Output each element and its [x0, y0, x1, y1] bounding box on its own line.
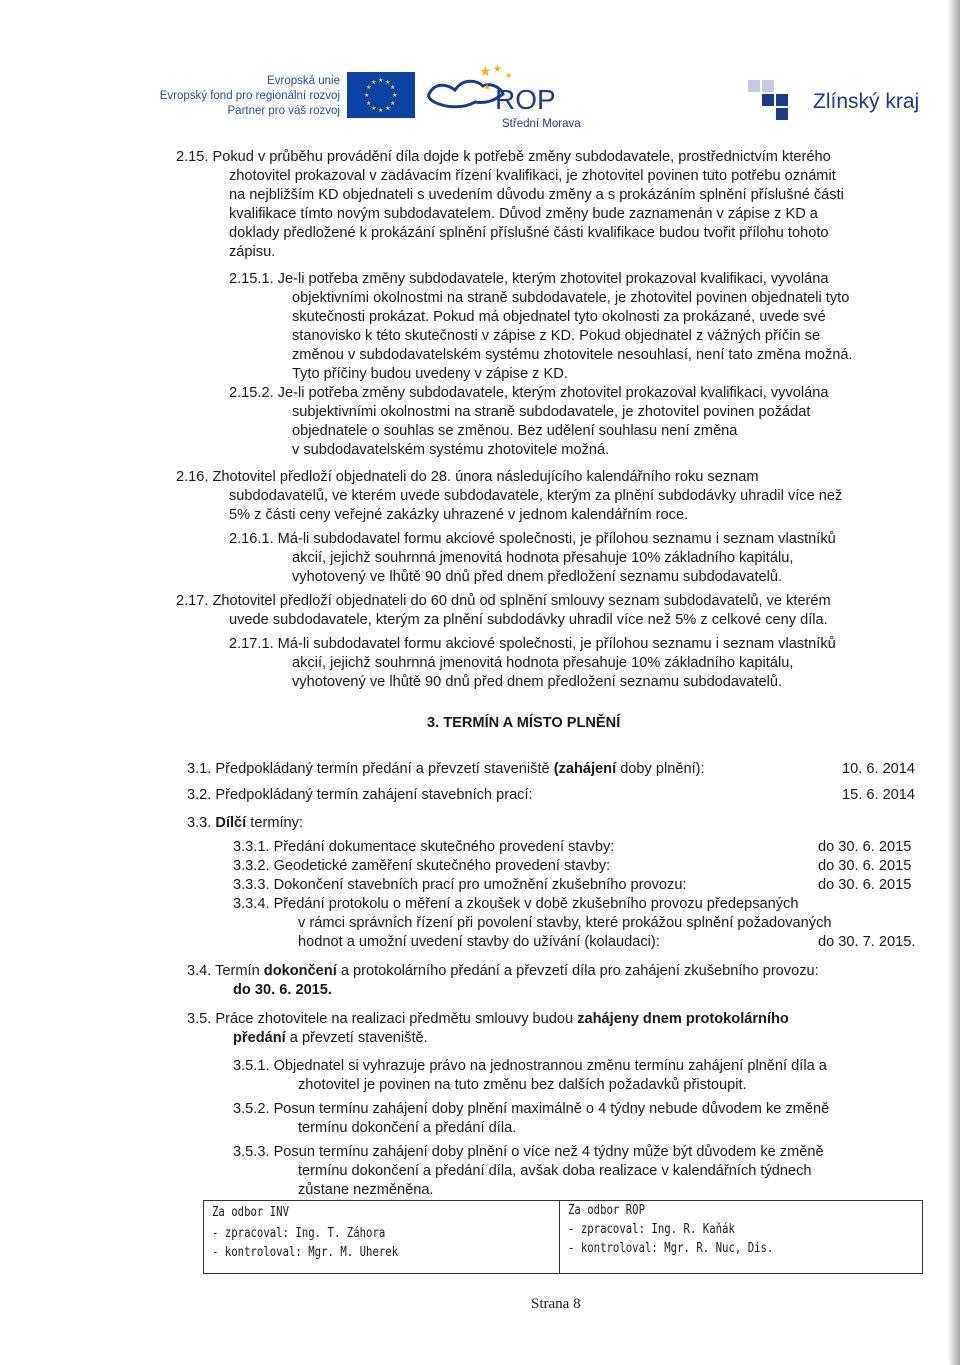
- text-line: akcií, jejichž souhrnná jmenovitá hodnota přesahuje 10% základního kapitálu,: [292, 655, 794, 671]
- svg-text:★: ★: [371, 105, 377, 112]
- text-line: subdodavatelů, ve kterém uvede subdodavatele, kterým za plnění subdodávky uhradil více než: [229, 488, 843, 504]
- svg-text:★: ★: [385, 79, 391, 86]
- text-line: skutečnosti prokázat. Pokud má objednatel tyto okolnosti za prokázané, uvede své: [292, 309, 826, 325]
- rop-subtitle: Střední Morava: [502, 118, 581, 130]
- approval-rop-line-1: - zpracoval: Ing. R. Kaňák: [568, 1222, 735, 1237]
- section-line: 3.1. Předpokládaný termín předání a převzetí staveniště (zahájení doby plnění):: [187, 761, 705, 777]
- svg-text:★: ★: [505, 71, 513, 80]
- svg-text:★: ★: [392, 92, 398, 99]
- eu-line-1: Evropská unie: [267, 75, 340, 87]
- text-line: stanovisko k této skutečnosti v zápise z KD. Pokud objednatel z vážných příčin se: [292, 328, 821, 344]
- approval-inv-line-1: - zpracoval: Ing. T. Záhora: [212, 1226, 386, 1241]
- approval-rop-title: Za odbor ROP: [568, 1203, 646, 1218]
- svg-text:★: ★: [493, 64, 502, 75]
- date-value: do 30. 6. 2015: [818, 839, 912, 855]
- approval-inv-line-2: - kontroloval: Mgr. M. Uherek: [212, 1245, 399, 1260]
- text-line: 2.15.1. Je-li potřeba změny subdodavatele, kterým zhotovitel prokazoval kvalifikaci, vyvolána: [229, 271, 829, 287]
- text-line: uvede subdodavatele, kterým za plnění subdodávky uhradil více než 5% z celkové ceny díla.: [229, 612, 828, 628]
- text-line: na nejbližším KD objednateli s uvedením důvodu změny a s prokázáním splnění příslušné části: [229, 187, 844, 203]
- date-value: 15. 6. 2014: [842, 787, 916, 803]
- svg-text:★: ★: [371, 79, 377, 86]
- text-line: Tyto příčiny budou uvedeny v zápise z KD.: [292, 366, 568, 382]
- svg-text:★: ★: [390, 100, 396, 107]
- section-line: 3.2. Předpokládaný termín zahájení stavebních prací:: [187, 787, 533, 803]
- section-line: 3.5.3. Posun termínu zahájení doby plnění o více než 4 týdny může být důvodem ke změně: [233, 1144, 824, 1160]
- text-line: objednatele o souhlas se změnou. Bez udělení souhlasu není změna: [292, 423, 738, 439]
- section-title: 3. TERMÍN A MÍSTO PLNĚNÍ: [427, 715, 621, 731]
- svg-text:★: ★: [364, 92, 370, 99]
- section-line: 3.5.1. Objednatel si vyhrazuje právo na jednostrannou změnu termínu zahájení plnění díla a: [233, 1058, 827, 1074]
- text-line: v subdodavatelském systému zhotovitele možná.: [292, 442, 610, 458]
- section-line: 3.5.2. Posun termínu zahájení doby plnění maximálně o 4 týdny nebude důvodem ke změně: [233, 1101, 830, 1117]
- section-line: 3.3.2. Geodetické zaměření skutečného provedení stavby:: [233, 858, 611, 874]
- text-line: 2.17. Zhotovitel předloží objednateli do 60 dnů od splnění smlouvy seznam subdodavatelů, ve kterém: [176, 593, 831, 609]
- text-line: kvalifikace tímto novým subdodavatelem. Důvod změny bude zaznamenán v zápise z KD a: [229, 206, 818, 222]
- text-line: změnou v subdodavatelském systému zhotovitele nesouhlasí, není tato změna možná.: [292, 347, 853, 363]
- approval-cell-rop: [560, 1201, 922, 1273]
- section-line: zůstane nezměněna.: [298, 1182, 434, 1198]
- text-line: objektivními okolnostmi na straně subdodavatele, je zhotovitel povinen objednateli tyto: [292, 290, 850, 306]
- approval-rop-line-2: - kontroloval: Mgr. R. Nuc, Dis.: [568, 1241, 774, 1256]
- text-line: akcií, jejichž souhrnná jmenovitá hodnota přesahuje 10% základního kapitálu,: [292, 550, 794, 566]
- text-line: 2.16. Zhotovitel předloží objednateli do 28. února následujícího kalendářního roku seznam: [176, 469, 759, 485]
- svg-text:★: ★: [390, 84, 396, 91]
- section-line: v rámci správních řízení při povolení stavby, které prokážou splnění požadovaných: [298, 915, 832, 931]
- eu-line-2: Evropský fond pro regionální rozvoj: [159, 90, 340, 102]
- approval-cell-inv: [204, 1201, 560, 1273]
- svg-text:★: ★: [378, 107, 384, 114]
- text-line: 5% z části ceny veřejné zakázky uhrazené v jednom kalendářním roce.: [229, 507, 689, 523]
- section-line: 3.3.1. Předání dokumentace skutečného provedení stavby:: [233, 839, 615, 855]
- date-value: do 30. 6. 2015: [818, 858, 912, 874]
- section-line: 3.4. Termín dokončení a protokolárního předání a převzetí díla pro zahájení zkušebního provozu:: [187, 963, 819, 979]
- rop-name: ROP: [495, 84, 556, 115]
- svg-text:★: ★: [479, 64, 492, 80]
- section-line: zhotovitel je povinen na tuto změnu bez dalších požadavků přistoupit.: [298, 1077, 747, 1093]
- text-line: vyhotovený ve lhůtě 90 dnů před dnem předložení seznamu subdodavatelů.: [292, 674, 783, 690]
- section-line: 3.5. Práce zhotovitele na realizaci předmětu smlouvy budou zahájeny dnem protokolárního: [187, 1011, 789, 1027]
- text-line: zhotovitel prokazoval v zadávacím řízení kvalifikaci, je zhotovitel povinen tuto potřebu oznámit: [229, 168, 836, 184]
- date-value: 10. 6. 2014: [842, 761, 916, 777]
- text-line: 2.15. Pokud v průběhu provádění díla dojde k potřebě změny subdodavatele, prostřednictvím kterého: [176, 149, 831, 165]
- text-line: zápisu.: [229, 244, 276, 260]
- svg-text:★: ★: [366, 84, 372, 91]
- text-line: 2.16.1. Má-li subdodavatel formu akciové společnosti, je přílohou seznamu i seznam vlastníků: [229, 531, 836, 547]
- approval-inv-title: Za odbor INV: [212, 1205, 290, 1220]
- section-line: termínu dokončení a předání díla.: [298, 1120, 517, 1136]
- section-line: 3.3.3. Dokončení stavebních prací pro umožnění zkušebního provozu:: [233, 877, 687, 893]
- date-value: do 30. 7. 2015.: [818, 934, 916, 950]
- svg-text:★: ★: [366, 100, 372, 107]
- svg-text:★: ★: [378, 77, 384, 84]
- text-line: doklady předložené k prokázání splnění příslušné části kvalifikace budou tvořit přílohu tohoto: [229, 225, 829, 241]
- region-name: Zlínský kraj: [813, 90, 920, 113]
- text-line: 2.15.2. Je-li potřeba změny subdodavatele, kterým zhotovitel prokazoval kvalifikaci, vyvolána: [229, 385, 829, 401]
- section-line: předání a převzetí staveniště.: [233, 1030, 428, 1046]
- section-line: do 30. 6. 2015.: [233, 982, 332, 998]
- svg-text:★: ★: [483, 83, 492, 93]
- eu-line-3: Partner pro váš rozvoj: [227, 105, 340, 117]
- section-line: hodnot a umožní uvedení stavby do užívání (kolaudaci):: [298, 934, 660, 950]
- text-line: subjektivními okolnostmi na straně subdodavatele, je zhotovitel povinen požádat: [292, 404, 811, 420]
- page-number: Strana 8: [531, 1296, 581, 1312]
- approval-table: [203, 1200, 923, 1274]
- text-line: vyhotovený ve lhůtě 90 dnů před dnem předložení seznamu subdodavatelů.: [292, 569, 783, 585]
- section-line: termínu dokončení a předání díla, avšak doba realizace v kalendářních týdnech: [298, 1163, 812, 1179]
- text-line: 2.17.1. Má-li subdodavatel formu akciové společnosti, je přílohou seznamu i seznam vlastníků: [229, 636, 836, 652]
- section-line: 3.3.4. Předání protokolu o měření a zkoušek v době zkušebního provozu předepsaných: [233, 896, 799, 912]
- svg-text:★: ★: [385, 105, 391, 112]
- section-line: 3.3. Dílčí termíny:: [187, 815, 303, 831]
- date-value: do 30. 6. 2015: [818, 877, 912, 893]
